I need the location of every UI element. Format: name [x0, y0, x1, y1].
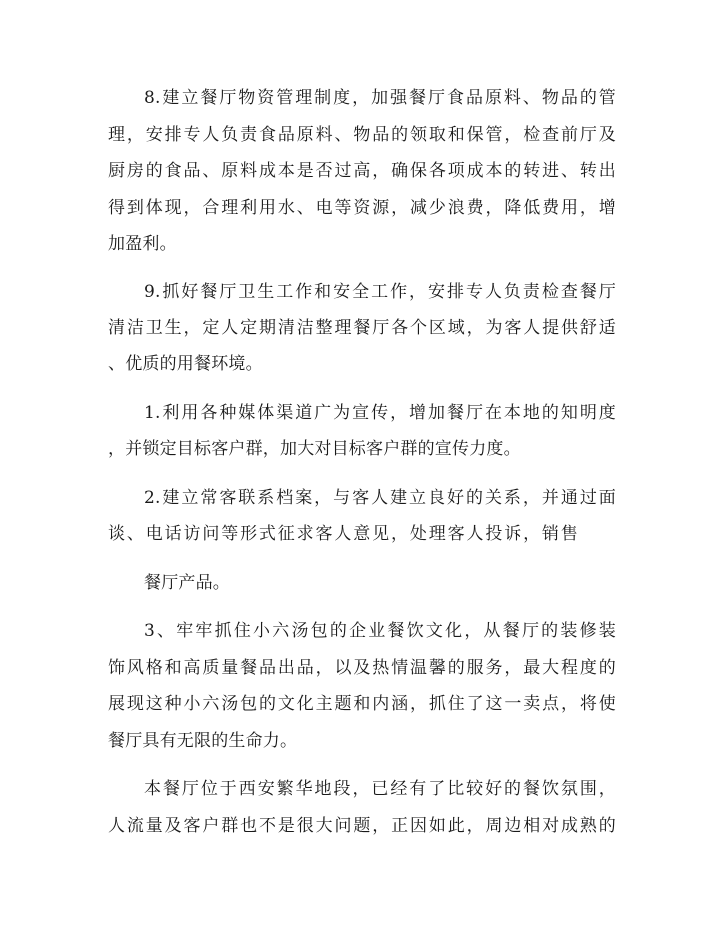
paragraph-2-line-1: 2.建立常客联系档案，与客人建立良好的关系，并通过面	[144, 488, 616, 508]
paragraph-8-line-3: 厨房的食品、原料成本是否过高，确保各项成本的转进、转出	[108, 161, 616, 181]
paragraph-8-line-4: 得到体现，合理利用水、电等资源，减少浪费，降低费用，增	[108, 198, 616, 218]
paragraph-8-line-2: 理，安排专人负责食品原料、物品的领取和保管，检查前厅及	[108, 125, 616, 145]
paragraph-8-line-1: 8.建立餐厅物资管理制度，加强餐厅食品原料、物品的管	[144, 88, 616, 108]
paragraph-1-line-2: ，并锁定目标客户群，加大对目标客户群的宣传力度。	[108, 439, 521, 459]
paragraph-3-line-1: 3、牢牢抓住小六汤包的企业餐饮文化，从餐厅的装修装	[144, 621, 616, 641]
paragraph-location-line-2: 人流量及客户群也不是很大问题，正因如此，周边相对成熟的	[108, 816, 616, 836]
paragraph-9-line-3: 、优质的用餐环境。	[108, 354, 263, 374]
paragraph-1-line-1: 1.利用各种媒体渠道广为宣传，增加餐厅在本地的知明度	[144, 403, 616, 423]
paragraph-8-line-5: 加盈利。	[108, 234, 177, 254]
paragraph-2-line-2: 谈、电话访问等形式征求客人意见，处理客人投诉，销售	[108, 524, 578, 544]
paragraph-2-line-3: 餐厅产品。	[144, 573, 230, 593]
paragraph-3-line-4: 餐厅具有无限的生命力。	[108, 731, 298, 751]
paragraph-9-line-2: 清洁卫生，定人定期清洁整理餐厅各个区域，为客人提供舒适	[108, 318, 616, 338]
paragraph-3-line-3: 展现这种小六汤包的文化主题和内涵，抓住了这一卖点，将使	[108, 694, 616, 714]
paragraph-location-line-1: 本餐厅位于西安繁华地段，已经有了比较好的餐饮氛围，	[144, 779, 616, 799]
paragraph-3-line-2: 饰风格和高质量餐品出品，以及热情温馨的服务，最大程度的	[108, 658, 616, 678]
paragraph-9-line-1: 9.抓好餐厅卫生工作和安全工作，安排专人负责检查餐厅	[144, 282, 616, 302]
